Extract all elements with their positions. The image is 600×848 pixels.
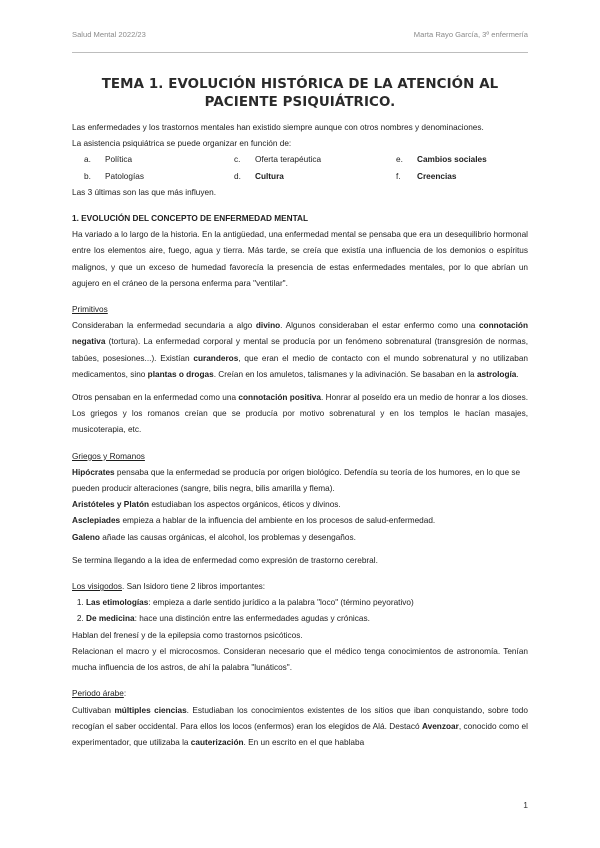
factor-item: a. Política	[84, 155, 133, 165]
list-item: 2. De medicina: hace una distinción entre las enfermedades agudas y crónicas.	[86, 611, 528, 627]
header-divider	[72, 52, 528, 53]
arabe-paragraph: Cultivaban múltiples ciencias. Estudiaban los conocimientos existentes de los sitios que iban conquistando, sobre todo recogían el saber occidental. Para ellos los locos (enfermos) eran los elegidos de Alá. Destacó Avenzoar, conocido como el experimentador, que utilizaba la cauterización. En un escrito en el que hablaba	[72, 705, 528, 747]
header-author: Marta Rayo García, 3º enfermería	[413, 30, 528, 39]
subsection-heading-primitivos: Primitivos	[72, 305, 108, 315]
subsection-heading-visigodos: Los visigodos	[72, 582, 122, 592]
intro-lead: La asistencia psiquiátrica se puede organizar en función de:	[72, 139, 292, 149]
subsection-heading-griegos: Griegos y Romanos	[72, 451, 145, 461]
griegos-line: Aristóteles y Platón estudiaban los aspectos orgánicos, éticos y divinos.	[72, 500, 341, 510]
primitivos-paragraph-2: Otros pensaban en la enfermedad como una connotación positiva. Honrar al poseído era un medio de honrar a los dioses. Los griegos y los romanos creían que se producía por motivo sobrenatural y en los templos le hacían masajes, musicoterapia, etc.	[72, 393, 528, 435]
factor-item: b. Patologías	[84, 171, 144, 181]
visigodos-intro: Los visigodos. San Isidoro tiene 2 libros importantes:	[72, 582, 266, 592]
intro-paragraph: Las enfermedades y los trastornos mentales han existido siempre aunque con otros nombres y denominaciones.	[72, 123, 484, 132]
primitivos-paragraph: Consideraban la enfermedad secundaria a algo divino. Algunos consideraban el estar enfermo como una connotación negativa (tortura). La enfermedad corporal y mental se producía por un fenómeno sobrenatural (transgresión de normas, tabúes, posesiones...). Existían curanderos, que eran el medio de contacto con el mundo sobrenatural y no utilizaban medicamentos, sino plantas o drogas. Creían en los amuletos, talismanes y la adivinación. Se basaban en la astrología.	[72, 321, 528, 379]
header-course: Salud Mental 2022/23	[72, 30, 146, 39]
list-item: 1. Las etimologías: empieza a darle sentido jurídico a la palabra "loco" (término peyorativo)	[86, 595, 528, 611]
page-header	[72, 30, 528, 44]
factors-list	[72, 152, 528, 184]
factor-item: c. Oferta terapéutica	[234, 155, 322, 165]
griegos-line: Asclepiades empieza a hablar de la influencia del ambiente en los procesos de salud-enfermedad.	[72, 516, 436, 526]
griegos-line: Hipócrates pensaba que la enfermedad se producía por origen biológico. Defendía su teoría de los humores, en lo que se pueden producir alteraciones (sangre, bilis negra, bilis amarilla y flema).	[72, 467, 521, 494]
visigodos-paragraph-2: Relacionan el macro y el microcosmos. Consideran necesario que el médico tenga conocimientos de astronomía. Tenían mucha influencia de los astros, de ahí la palabra "lunáticos".	[72, 646, 528, 673]
page-number: 1	[523, 800, 528, 810]
section-paragraph: Ha variado a lo largo de la historia. En la antigüedad, una enfermedad mental se pensaba que era un desequilibrio hormonal entre los elementos aire, fuego, agua y tierra. Más tarde, se creía que existía una influencia de los demonios o espíritus malignos, y que un exceso de humedad favorecía la presencia de estas enfermedades mentales, por lo que abrían un agujero en el cráneo de la persona enferma para "ventilar".	[72, 230, 528, 288]
griegos-conclusion: Se termina llegando a la idea de enfermedad como expresión de trastorno cerebral.	[72, 555, 378, 565]
document-body	[72, 120, 528, 751]
intro-conclusion: Las 3 últimas son las que más influyen.	[72, 187, 216, 197]
section-heading: 1. EVOLUCIÓN DEL CONCEPTO DE ENFERMEDAD MENTAL	[72, 214, 309, 224]
visigodos-paragraph: Hablan del frenesí y de la epilepsia como trastornos psicóticos.	[72, 630, 303, 640]
subsection-heading-arabe: Periodo árabe:	[72, 689, 127, 699]
factor-item: d. Cultura	[234, 171, 284, 181]
visigodos-book-list	[72, 595, 528, 627]
factor-item: e. Cambios sociales	[396, 155, 487, 165]
factor-item: f. Creencias	[396, 171, 457, 181]
griegos-line: Galeno añade las causas orgánicas, el alcohol, los problemas y desengaños.	[72, 532, 356, 542]
document-title: TEMA 1. EVOLUCIÓN HISTÓRICA DE LA ATENCIÓN AL PACIENTE PSIQUIÁTRICO.	[101, 77, 499, 110]
